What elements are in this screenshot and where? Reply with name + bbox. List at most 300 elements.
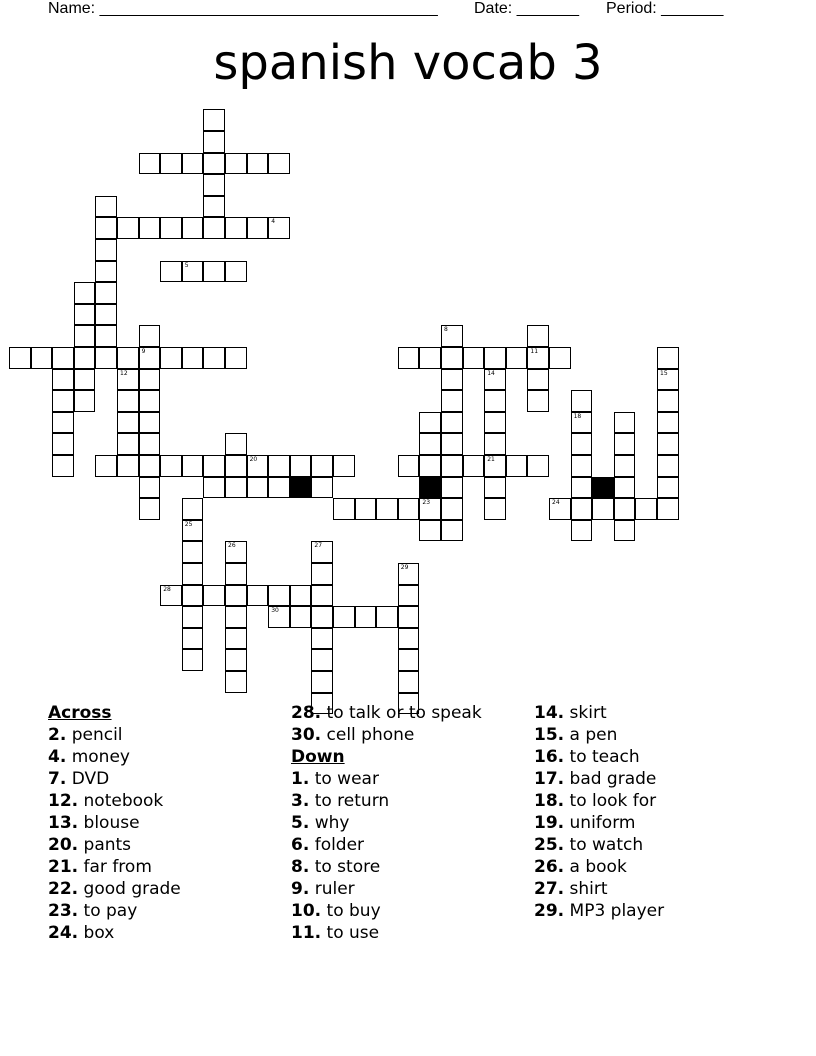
crossword-cell[interactable] [182,585,204,607]
clue-item [534,856,664,878]
clue-item-text: pencil [71,725,123,745]
crossword-cell[interactable] [441,412,463,434]
crossword-cell[interactable] [355,498,377,520]
crossword-cell[interactable] [441,369,463,391]
crossword-cell[interactable] [614,520,636,542]
crossword-cell[interactable] [182,606,204,628]
crossword-cell[interactable] [657,433,679,455]
crossword-cell[interactable] [657,412,679,434]
crossword-cell[interactable] [614,455,636,477]
crossword-cell[interactable] [117,347,139,369]
crossword-cell[interactable] [463,455,485,477]
crossword-cell[interactable] [95,325,117,347]
crossword-cell[interactable] [139,412,161,434]
crossword-cell[interactable] [203,261,225,283]
crossword-cell[interactable] [333,498,355,520]
clue-item-number: 17. [534,769,565,789]
clue-item [534,702,664,724]
clue-item [291,834,482,856]
crossword-cell[interactable] [571,412,593,434]
crossword-cell[interactable] [484,433,506,455]
clue-item-text: to pay [83,901,138,921]
crossword-cell[interactable] [398,563,420,585]
crossword-cell[interactable] [247,477,269,499]
crossword-cell[interactable] [225,563,247,585]
crossword-cell[interactable] [160,217,182,239]
clue-item [48,878,181,900]
clue-item-text: why [314,813,350,833]
clue-item [291,856,482,878]
crossword-cell[interactable] [441,325,463,347]
clue-item-text: a book [569,857,627,877]
crossword-cell[interactable] [95,304,117,326]
clue-item-text: money [71,747,130,767]
crossword-cell[interactable] [139,455,161,477]
clue-item [291,878,482,900]
clue-number: 5 [184,261,189,269]
crossword-cell[interactable] [419,498,441,520]
crossword-cell[interactable] [268,217,290,239]
crossword-cell[interactable] [441,347,463,369]
crossword-cell[interactable] [311,541,333,563]
crossword-cell[interactable] [139,390,161,412]
clue-item-text: good grade [83,879,181,899]
clue-number: 8 [444,326,448,334]
clue-number: 25 [184,520,193,528]
crossword-cell[interactable] [311,477,333,499]
clue-item-number: 16. [534,747,565,767]
clue-item [534,834,664,856]
clue-item [534,900,664,922]
clue-item-number: 20. [48,835,79,855]
clue-item-number: 30. [291,725,322,745]
clue-item [534,746,664,768]
crossword-cell[interactable] [527,369,549,391]
crossword-cell[interactable] [74,390,96,412]
crossword-cell[interactable] [290,585,312,607]
crossword-cell[interactable] [160,261,182,283]
crossword-cell[interactable] [311,628,333,650]
crossword-cell[interactable] [203,347,225,369]
crossword-cell[interactable] [571,477,593,499]
crossword-cell[interactable] [139,325,161,347]
clue-item-text: to buy [326,901,381,921]
crossword-cell[interactable] [549,498,571,520]
clue-item [534,790,664,812]
across-heading: Across [48,703,112,723]
crossword-cell[interactable] [376,606,398,628]
crossword-cell[interactable] [74,369,96,391]
clue-item-number: 9. [291,879,310,899]
clue-item-text: to look for [569,791,657,811]
clue-item [291,768,482,790]
crossword-cell[interactable] [484,390,506,412]
clue-item-text: blouse [83,813,140,833]
clue-item [48,768,181,790]
crossword-black-cell [419,477,441,499]
date-field-label[interactable]: Date: _______ [474,0,579,17]
clue-item-number: 2. [48,725,67,745]
clue-item-number: 5. [291,813,310,833]
crossword-cell[interactable] [311,585,333,607]
clue-item-number: 13. [48,813,79,833]
clue-item [291,790,482,812]
crossword-cell[interactable] [247,455,269,477]
clue-item-text: to talk or to speak [326,703,482,723]
crossword-cell[interactable] [419,520,441,542]
crossword-cell[interactable] [268,606,290,628]
clue-item-number: 15. [534,725,565,745]
crossword-cell[interactable] [74,347,96,369]
clue-item [291,900,482,922]
crossword-cell[interactable] [484,347,506,369]
crossword-cell[interactable] [571,498,593,520]
crossword-cell[interactable] [247,217,269,239]
crossword-cell[interactable] [441,477,463,499]
crossword-cell[interactable] [74,304,96,326]
crossword-cell[interactable] [333,606,355,628]
crossword-cell[interactable] [225,671,247,693]
crossword-cell[interactable] [182,261,204,283]
crossword-cell[interactable] [95,196,117,218]
clue-number: 20 [249,456,258,463]
crossword-cell[interactable] [182,628,204,650]
crossword-cell[interactable] [160,455,182,477]
clue-item [534,878,664,900]
clue-item-number: 10. [291,901,322,921]
clue-item-text: to return [314,791,390,811]
crossword-cell[interactable] [506,347,528,369]
crossword-cell[interactable] [398,455,420,477]
crossword-cell[interactable] [268,153,290,175]
clue-item-number: 3. [291,791,310,811]
clue-item-number: 24. [48,923,79,943]
crossword-cell[interactable] [657,369,679,391]
crossword-cell[interactable] [398,498,420,520]
crossword-cell[interactable] [182,153,204,175]
crossword-cell[interactable] [9,347,31,369]
crossword-cell[interactable] [203,153,225,175]
clue-item-text: shirt [569,879,608,899]
clue-item [291,724,482,746]
crossword-cell[interactable] [635,498,657,520]
crossword-cell[interactable] [484,412,506,434]
crossword-cell[interactable] [527,325,549,347]
crossword-cell[interactable] [419,412,441,434]
crossword-black-cell [290,477,312,499]
crossword-cell[interactable] [139,498,161,520]
clue-item-number: 7. [48,769,67,789]
clue-item-number: 23. [48,901,79,921]
crossword-cell[interactable] [463,347,485,369]
crossword-cell[interactable] [95,347,117,369]
clue-column-1 [48,702,181,944]
clue-item-text: uniform [569,813,636,833]
clue-number: 23 [422,499,431,507]
crossword-cell[interactable] [203,131,225,153]
crossword-cell[interactable] [398,649,420,671]
crossword-cell[interactable] [657,390,679,412]
crossword-cell[interactable] [52,455,74,477]
clue-item-text: to use [326,923,380,943]
crossword-cell[interactable] [225,433,247,455]
clue-item [48,790,181,812]
crossword-cell[interactable] [592,498,614,520]
crossword-cell[interactable] [117,433,139,455]
crossword-cell[interactable] [139,477,161,499]
crossword-cell[interactable] [290,606,312,628]
clue-item [291,702,482,724]
clue-number: 11 [530,348,539,355]
crossword-cell[interactable] [182,520,204,542]
crossword-cell[interactable] [484,498,506,520]
crossword-cell[interactable] [203,455,225,477]
crossword-cell[interactable] [52,433,74,455]
crossword-cell[interactable] [441,455,463,477]
clue-item-number: 14. [534,703,565,723]
crossword-cell[interactable] [182,347,204,369]
crossword-cell[interactable] [247,153,269,175]
crossword-cell[interactable] [225,153,247,175]
clue-item-number: 22. [48,879,79,899]
crossword-cell[interactable] [95,239,117,261]
clue-item-text: box [83,923,115,943]
clue-item-number: 29. [534,901,565,921]
crossword-cell[interactable] [398,671,420,693]
crossword-cell[interactable] [52,412,74,434]
crossword-cell[interactable] [614,498,636,520]
crossword-cell[interactable] [74,282,96,304]
crossword-cell[interactable] [527,390,549,412]
clue-item-text: MP3 player [569,901,665,921]
crossword-cell[interactable] [657,347,679,369]
crossword-cell[interactable] [117,390,139,412]
crossword-cell[interactable] [203,109,225,131]
crossword-cell[interactable] [419,347,441,369]
crossword-cell[interactable] [419,455,441,477]
clue-item-text: to teach [569,747,640,767]
crossword-cell[interactable] [225,649,247,671]
crossword-cell[interactable] [614,433,636,455]
crossword-cell[interactable] [182,541,204,563]
crossword-cell[interactable] [484,369,506,391]
clue-number: 28 [163,585,171,593]
crossword-cell[interactable] [225,477,247,499]
crossword-cell[interactable] [139,369,161,391]
clue-item-text: to watch [569,835,644,855]
crossword-cell[interactable] [333,455,355,477]
crossword-cell[interactable] [225,261,247,283]
crossword-cell[interactable] [484,477,506,499]
crossword-cell[interactable] [182,563,204,585]
crossword-cell[interactable] [160,347,182,369]
crossword-cell[interactable] [139,433,161,455]
crossword-cell[interactable] [484,455,506,477]
crossword-cell[interactable] [419,433,441,455]
crossword-cell[interactable] [614,477,636,499]
clue-number: 4 [271,218,276,226]
crossword-cell[interactable] [398,347,420,369]
crossword-cell[interactable] [225,585,247,607]
page-title: spanish vocab 3 [213,35,603,91]
crossword-cell[interactable] [398,628,420,650]
crossword-cell[interactable] [247,585,269,607]
clue-number: 15 [660,369,668,377]
clue-item [48,834,181,856]
crossword-cell[interactable] [571,520,593,542]
clue-item [534,812,664,834]
clue-item-text: to wear [314,769,379,789]
crossword-cell[interactable] [117,369,139,391]
crossword-cell[interactable] [52,390,74,412]
crossword-cell[interactable] [117,455,139,477]
crossword-cell[interactable] [225,628,247,650]
clue-item [534,768,664,790]
crossword-cell[interactable] [95,455,117,477]
crossword-cell[interactable] [614,412,636,434]
clue-item-text: far from [83,857,152,877]
clue-column-3 [534,702,664,922]
crossword-cell[interactable] [549,347,571,369]
clue-item-text: folder [314,835,365,855]
crossword-cell[interactable] [311,606,333,628]
crossword-cell[interactable] [571,455,593,477]
clue-item [48,922,181,944]
crossword-cell[interactable] [52,369,74,391]
crossword-cell[interactable] [376,498,398,520]
clue-number: 18 [573,412,582,420]
clue-item [48,900,181,922]
crossword-cell[interactable] [657,455,679,477]
clue-item-number: 19. [534,813,565,833]
crossword-cell[interactable] [225,606,247,628]
crossword-cell[interactable] [182,498,204,520]
clue-item [48,724,181,746]
crossword-cell[interactable] [203,217,225,239]
crossword-cell[interactable] [52,347,74,369]
clue-item-text: to store [314,857,381,877]
name-field-label[interactable]: Name: ______________________________________ [48,0,438,17]
crossword-cell[interactable] [571,390,593,412]
clue-item [534,724,664,746]
crossword-cell[interactable] [225,347,247,369]
clue-item-number: 18. [534,791,565,811]
clue-item-text: notebook [83,791,164,811]
clue-item-number: 4. [48,747,67,767]
down-heading: Down [291,747,345,767]
crossword-cell[interactable] [506,455,528,477]
crossword-cell[interactable] [398,606,420,628]
crossword-cell[interactable] [527,455,549,477]
crossword-cell[interactable] [95,217,117,239]
crossword-cell[interactable] [203,585,225,607]
crossword-cell[interactable] [182,649,204,671]
crossword-cell[interactable] [268,455,290,477]
clue-number: 9 [141,348,146,355]
crossword-cell[interactable] [225,455,247,477]
crossword-cell[interactable] [139,217,161,239]
clue-item [291,922,482,944]
crossword-cell[interactable] [203,196,225,218]
clue-number: 21 [487,456,495,463]
crossword-cell[interactable] [398,585,420,607]
crossword-cell[interactable] [31,347,53,369]
crossword-cell[interactable] [74,325,96,347]
clue-number: 29 [400,564,409,571]
clue-number: 26 [228,542,236,550]
crossword-cell[interactable] [441,390,463,412]
clue-item-number: 28. [291,703,322,723]
crossword-cell[interactable] [160,585,182,607]
clue-item-text: a pen [569,725,618,745]
crossword-cell[interactable] [95,261,117,283]
clue-item-text: DVD [71,769,110,789]
crossword-cell[interactable] [311,671,333,693]
clue-item-number: 26. [534,857,565,877]
crossword-cell[interactable] [657,477,679,499]
crossword-cell[interactable] [268,477,290,499]
crossword-cell[interactable] [311,649,333,671]
clue-number: 24 [552,499,560,507]
crossword-cell[interactable] [225,541,247,563]
clue-item-number: 11. [291,923,322,943]
clue-number: 30 [271,607,279,615]
crossword-cell[interactable] [95,282,117,304]
clue-column-2 [291,702,482,944]
clue-item-text: skirt [569,703,607,723]
clue-item-text: ruler [314,879,355,899]
clue-item-number: 6. [291,835,310,855]
crossword-cell[interactable] [203,477,225,499]
clue-item-text: pants [83,835,132,855]
crossword-black-cell [592,477,614,499]
crossword-cell[interactable] [441,433,463,455]
crossword-cell[interactable] [117,217,139,239]
clue-item-number: 21. [48,857,79,877]
crossword-cell[interactable] [117,412,139,434]
crossword-cell[interactable] [441,498,463,520]
crossword-cell[interactable] [182,217,204,239]
clue-number: 14 [487,369,495,377]
crossword-cell[interactable] [311,563,333,585]
clue-item [48,812,181,834]
crossword-cell[interactable] [311,455,333,477]
crossword-cell[interactable] [290,455,312,477]
crossword-cell[interactable] [182,455,204,477]
crossword-cell[interactable] [203,174,225,196]
crossword-cell[interactable] [139,347,161,369]
crossword-cell[interactable] [139,153,161,175]
crossword-cell[interactable] [571,433,593,455]
clue-item [48,856,181,878]
crossword-cell[interactable] [160,153,182,175]
clue-item-number: 25. [534,835,565,855]
crossword-cell[interactable] [225,217,247,239]
crossword-cell[interactable] [527,347,549,369]
clue-item-text: bad grade [569,769,657,789]
clue-item-number: 12. [48,791,79,811]
period-field-label[interactable]: Period: _______ [606,0,724,17]
crossword-cell[interactable] [441,520,463,542]
crossword-cell[interactable] [355,606,377,628]
clue-number: 12 [120,369,128,377]
clue-item-number: 27. [534,879,565,899]
crossword-cell[interactable] [657,498,679,520]
crossword-cell[interactable] [268,585,290,607]
clue-item [48,746,181,768]
clue-item-text: cell phone [326,725,415,745]
clue-item-number: 1. [291,769,310,789]
